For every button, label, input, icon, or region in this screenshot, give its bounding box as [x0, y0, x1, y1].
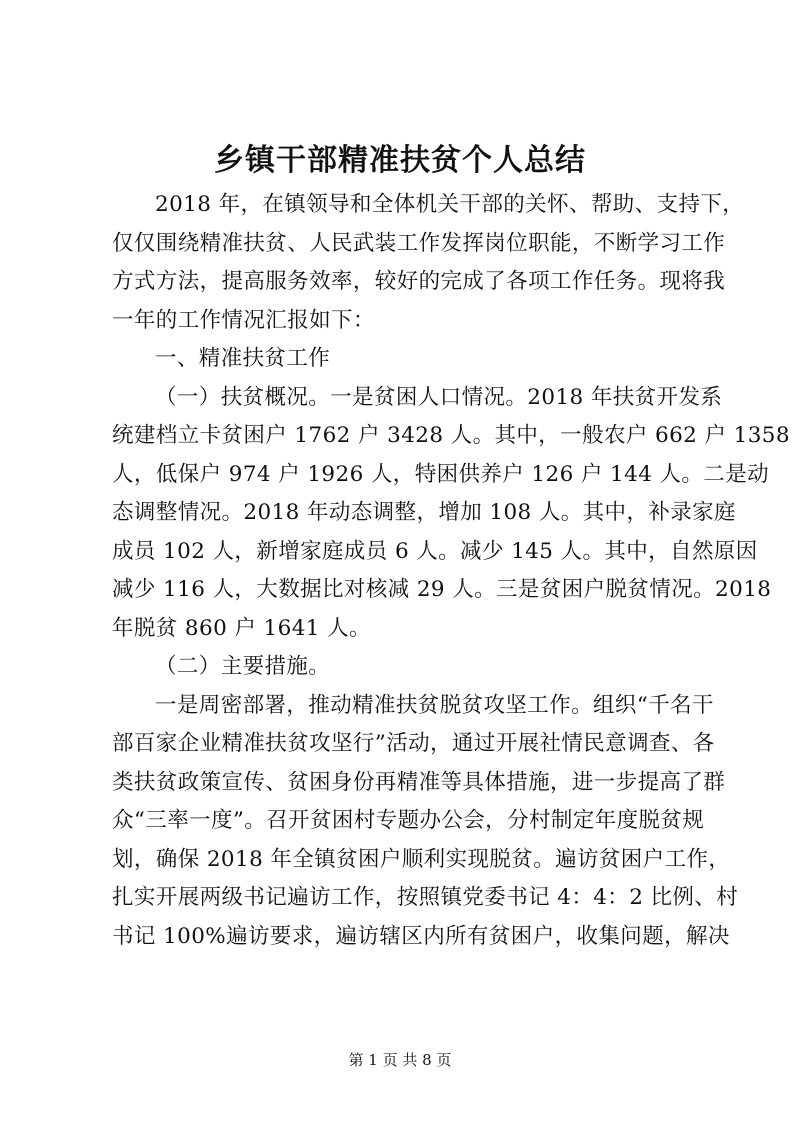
paragraph-line: 一年的工作情况汇报如下： [112, 307, 375, 333]
paragraph-line: 减少 116 人，大数据比对核减 29 人。三是贫困户脱贫情况。2018 [112, 577, 772, 602]
paragraph-line: 成员 102 人，新增家庭成员 6 人。减少 145 人。其中，自然原因 [112, 538, 758, 564]
paragraph-line: 年脱贫 860 户 1641 人。 [112, 615, 371, 641]
document-body [112, 186, 790, 956]
section-heading: 一、精准扶贫工作 [155, 346, 331, 371]
paragraph-line: 仅仅围绕精准扶贫、人民武装工作发挥岗位职能，不断学习工作 [112, 230, 726, 256]
paragraph-line: 统建档立卡贫困户 1762 户 3428 人。其中，一般农户 662 户 1358 [112, 423, 790, 448]
subsection-heading: （二）主要措施。 [155, 654, 331, 679]
paragraph-line: 人，低保户 974 户 1926 人，特困供养户 126 户 144 人。二是动 [112, 461, 770, 487]
paragraph-line: 划，确保 2018 年全镇贫困户顺利实现脱贫。遍访贫困户工作， [112, 846, 731, 872]
paragraph-line: 2018 年，在镇领导和全体机关干部的关怀、帮助、支持下， [155, 192, 745, 217]
page-footer: 第 1 页 共 8 页 [348, 1051, 452, 1069]
paragraph-line: 部百家企业精准扶贫攻坚行”活动，通过开展社情民意调查、各 [112, 731, 715, 756]
paragraph-line: 一是周密部署，推动精准扶贫脱贫攻坚工作。组织“千名干 [155, 692, 714, 718]
paragraph-line: （一）扶贫概况。一是贫困人口情况。2018 年扶贫开发系 [155, 384, 723, 410]
paragraph-line: 类扶贫政策宣传、贫困身份再精准等具体措施，进一步提高了群 [112, 769, 726, 795]
paragraph-line: 众“三率一度”。召开贫困村专题办公会，分村制定年度脱贫规 [112, 808, 705, 833]
document-title: 乡镇干部精准扶贫个人总结 [214, 143, 586, 178]
paragraph-line: 态调整情况。2018 年动态调整，增加 108 人。其中，补录家庭 [112, 500, 736, 525]
paragraph-line: 书记 100%遍访要求，遍访辖区内所有贫困户，收集问题，解决 [112, 923, 730, 949]
paragraph-line: 扎实开展两级书记遍访工作，按照镇党委书记 4：4：2 比例、村 [112, 885, 739, 910]
paragraph-line: 方式方法，提高服务效率，较好的完成了各项工作任务。现将我 [112, 269, 726, 294]
